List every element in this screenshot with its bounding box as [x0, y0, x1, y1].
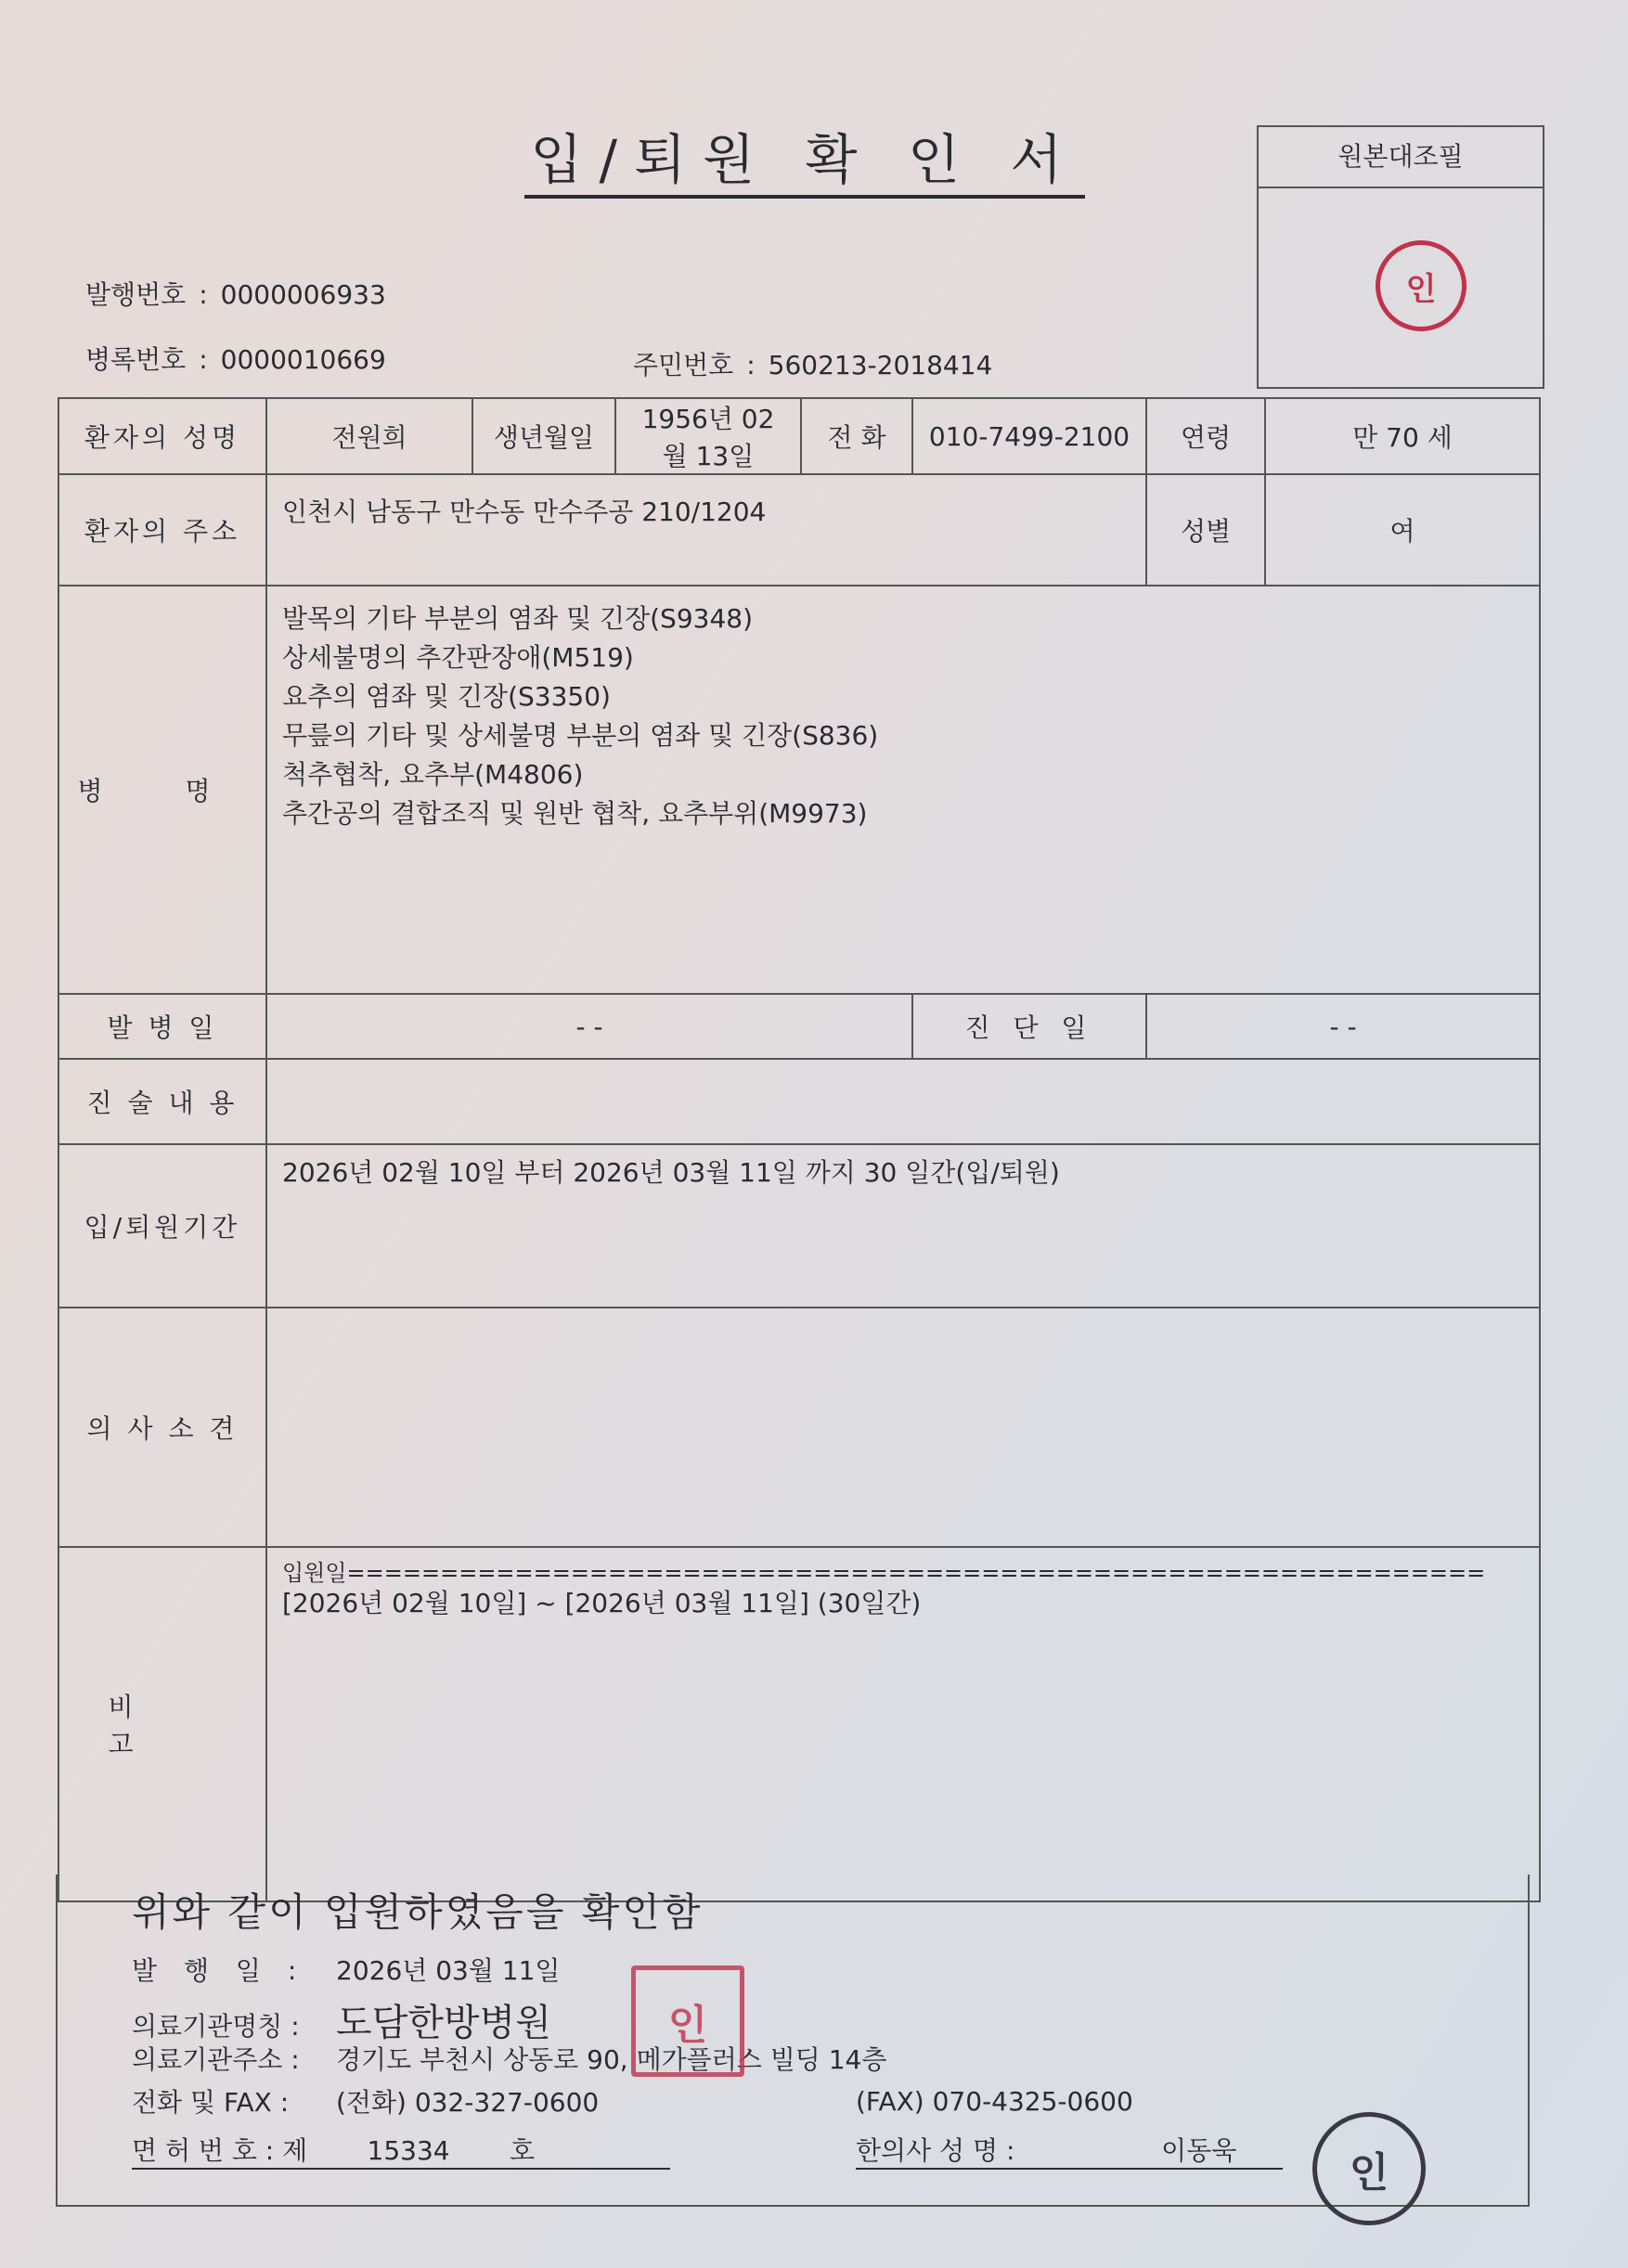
phone-fax-row: 전화 및 FAX : (전화) 032-327-0600 [132, 2087, 600, 2118]
license-number: 15334 [367, 2135, 450, 2166]
footer-block [56, 1875, 1530, 2207]
original-verified-box [1257, 125, 1544, 389]
remarks-body [266, 1547, 1540, 1901]
birth-date-label: 생년월일 [472, 398, 615, 474]
address-label: 환자의 주소 [58, 474, 266, 586]
remarks-line-2: [2026년 02월 10일] ~ [2026년 03월 11일] (30일간) [282, 1588, 922, 1618]
phone-number: 010-7499-2100 [912, 398, 1146, 474]
patient-address: 인천시 남동구 만수동 만수주공 210/1204 [266, 474, 1146, 586]
issue-number-value: 0000006933 [220, 279, 386, 310]
confirmation-table [58, 397, 1541, 1902]
verification-seal: 인 [1376, 240, 1466, 331]
record-number-value: 0000010669 [220, 344, 386, 375]
remarks-line-1: 입원일============================================================= [282, 1560, 1486, 1586]
diagnosis-date-value: - - [1146, 994, 1540, 1059]
diagnosis-item: 발목의 기타 부분의 염좌 및 긴장(S9348) [282, 603, 754, 634]
doctor-row [856, 2131, 1283, 2170]
opinion-value [266, 1308, 1540, 1547]
patient-name: 전원희 [266, 398, 472, 474]
institution-address: 경기도 부천시 상동로 90, 메가플러스 빌딩 14층 [336, 2044, 887, 2075]
issue-number: 발행번호 : 0000006933 [85, 279, 386, 310]
license-label: 면 허 번 호 : 제 [132, 2135, 308, 2166]
diagnosis-list [266, 586, 1540, 994]
diagnosis-label: 병 명 [58, 586, 266, 994]
institution-fax: (FAX) 070-4325-0600 [856, 2086, 1133, 2117]
institution-name: 도담한방병원 [336, 2002, 551, 2044]
resident-number-value: 560213-2018414 [768, 350, 993, 380]
age-value: 만 70 세 [1265, 398, 1540, 474]
resident-number: 주민번호 : 560213-2018414 [633, 350, 993, 380]
remarks-label: 비 고 [58, 1547, 266, 1901]
record-number-label: 병록번호 [85, 344, 187, 375]
opinion-label: 의 사 소 견 [58, 1308, 266, 1547]
original-verified-label: 원본대조필 [1259, 127, 1543, 188]
document-title: 입/퇴원 확 인 서 [0, 116, 1609, 194]
license-row: 면 허 번 호 : 제 15334 호 [132, 2131, 670, 2170]
diagnosis-item: 척추협착, 요추부(M4806) [282, 759, 584, 790]
age-label: 연령 [1146, 398, 1265, 474]
doctor-label: 한의사 성 명 : [856, 2135, 1015, 2166]
diagnosis-item: 상세불명의 추간판장애(M519) [282, 642, 634, 673]
diagnosis-date-label: 진 단 일 [912, 994, 1146, 1059]
birth-date: 1956년 02월 13일 [615, 398, 801, 474]
statement-value [266, 1059, 1540, 1144]
resident-number-label: 주민번호 [633, 350, 734, 380]
record-number: 병록번호 : 0000010669 [85, 344, 386, 375]
issue-date-row: 발 행 일 : 2026년 03월 11일 [132, 1955, 561, 1986]
hospital-seal: 인 [631, 1965, 744, 2077]
institution-name-row: 의료기관명칭 : 도담한방병원 [132, 2002, 551, 2044]
period-label: 입/퇴원기간 [58, 1144, 266, 1308]
sex-value: 여 [1265, 474, 1540, 586]
confirmation-statement: 위와 같이 입원하였음을 확인함 [132, 1889, 704, 1935]
admission-period: 2026년 02월 10일 부터 2026년 03월 11일 까지 30 일간(입/퇴원) [266, 1144, 1540, 1308]
issue-number-label: 발행번호 [85, 279, 187, 310]
diagnosis-item: 요추의 염좌 및 긴장(S3350) [282, 681, 611, 712]
onset-date-value: - - [266, 994, 912, 1059]
doctor-name: 이동욱 [1161, 2135, 1237, 2166]
sex-label: 성별 [1146, 474, 1265, 586]
doctor-seal: 인 [1312, 2112, 1426, 2225]
institution-phone: (전화) 032-327-0600 [336, 2087, 600, 2118]
statement-label: 진 술 내 용 [58, 1059, 266, 1144]
issue-date: 2026년 03월 11일 [336, 1955, 561, 1986]
institution-address-row: 의료기관주소 : 경기도 부천시 상동로 90, 메가플러스 빌딩 14층 [132, 2044, 887, 2075]
diagnosis-item: 추간공의 결합조직 및 원반 협착, 요추부위(M9973) [282, 798, 868, 829]
phone-label: 전 화 [801, 398, 912, 474]
onset-date-label: 발 병 일 [58, 994, 266, 1059]
patient-name-label: 환자의 성명 [58, 398, 266, 474]
diagnosis-item: 무릎의 기타 및 상세불명 부분의 염좌 및 긴장(S836) [282, 720, 879, 751]
